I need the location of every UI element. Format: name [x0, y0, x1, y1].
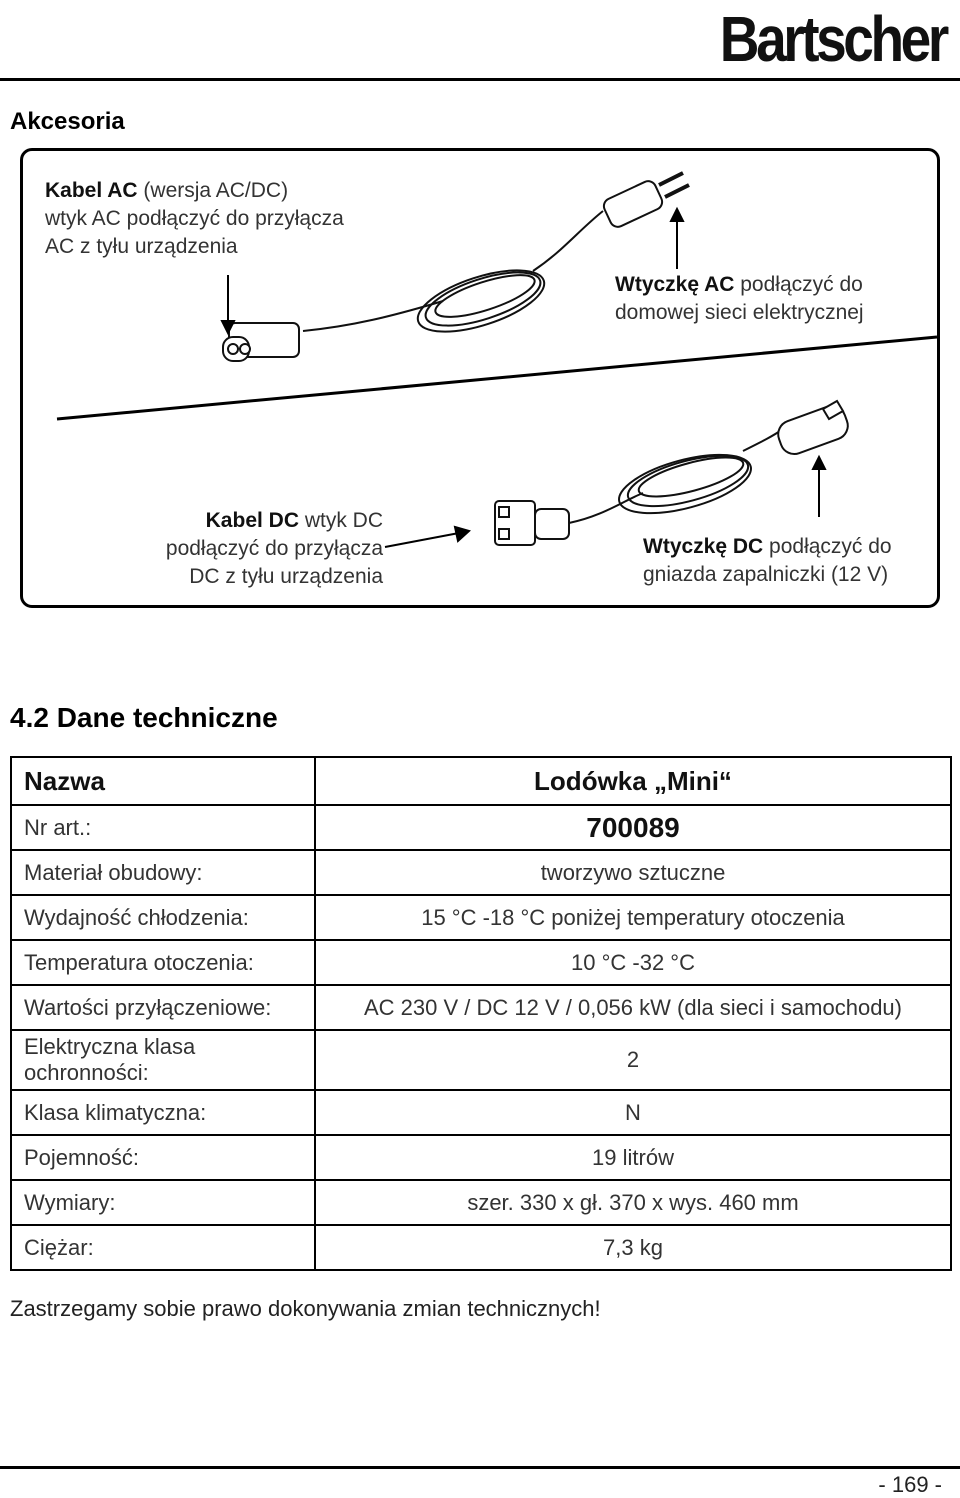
row-key: Temperatura otoczenia:: [11, 940, 315, 985]
header-key: Nazwa: [11, 757, 315, 805]
row-key: Elektryczna klasa ochronności:: [11, 1030, 315, 1090]
row-key: Klasa klimatyczna:: [11, 1090, 315, 1135]
row-value: 7,3 kg: [315, 1225, 951, 1270]
row-value: 10 °C -32 °C: [315, 940, 951, 985]
row-value: 700089: [315, 805, 951, 850]
figure-divider: [57, 337, 937, 419]
specs-heading: 4.2 Dane techniczne: [10, 702, 278, 733]
table-row: [11, 895, 951, 940]
row-key: Ciężar:: [11, 1225, 315, 1270]
table-row: [11, 1180, 951, 1225]
row-key: Wydajność chłodzenia:: [11, 895, 315, 940]
dc-cable-caption: Kabel DC wtyk DC podłączyć do przyłącza DC z tyłu urządzenia: [165, 509, 383, 588]
ac-plug-caption: Wtyczkę AC podłączyć do domowej sieci elektrycznej: [615, 273, 864, 324]
table-row: [11, 985, 951, 1030]
table-row: [11, 805, 951, 850]
row-value: N: [315, 1090, 951, 1135]
row-value: szer. 330 x gł. 370 x wys. 460 mm: [315, 1180, 951, 1225]
section-heading: Akcesoria: [10, 108, 125, 135]
row-value: tworzywo sztuczne: [315, 850, 951, 895]
table-header-row: [11, 757, 951, 805]
header-value: Lodówka „Mini“: [315, 757, 951, 805]
row-key: Pojemność:: [11, 1135, 315, 1180]
row-value: AC 230 V / DC 12 V / 0,056 kW (dla sieci i samochodu): [315, 985, 951, 1030]
row-value: 15 °C -18 °C poniżej temperatury otoczenia: [315, 895, 951, 940]
ac-cable-caption: Kabel AC (wersja AC/DC) wtyk AC podłączyć do przyłącza AC z tyłu urządzenia: [45, 179, 344, 258]
dc-cable-icon: [495, 401, 852, 545]
row-key: Materiał obudowy:: [11, 850, 315, 895]
table-row: [11, 1135, 951, 1180]
dc-plug-caption: Wtyczkę DC podłączyć do gniazda zapalniczki (12 V): [643, 535, 892, 586]
table-row: [11, 850, 951, 895]
disclaimer-note: Zastrzegamy sobie prawo dokonywania zmian technicznych!: [10, 1296, 601, 1321]
table-row: [11, 940, 951, 985]
accessories-figure: [20, 148, 940, 608]
row-value: 2: [315, 1030, 951, 1090]
table-row: [11, 1225, 951, 1270]
table-row: [11, 1030, 951, 1090]
row-key: Wymiary:: [11, 1180, 315, 1225]
table-row: [11, 1090, 951, 1135]
specs-table: [10, 756, 952, 1271]
header-rule: [0, 78, 960, 81]
row-value: 19 litrów: [315, 1135, 951, 1180]
brand-logo: Bartscher: [719, 3, 946, 75]
row-key: Wartości przyłączeniowe:: [11, 985, 315, 1030]
row-key: Nr art.:: [11, 805, 315, 850]
page-number: - 169 -: [878, 1472, 942, 1497]
footer-rule: [0, 1466, 960, 1469]
